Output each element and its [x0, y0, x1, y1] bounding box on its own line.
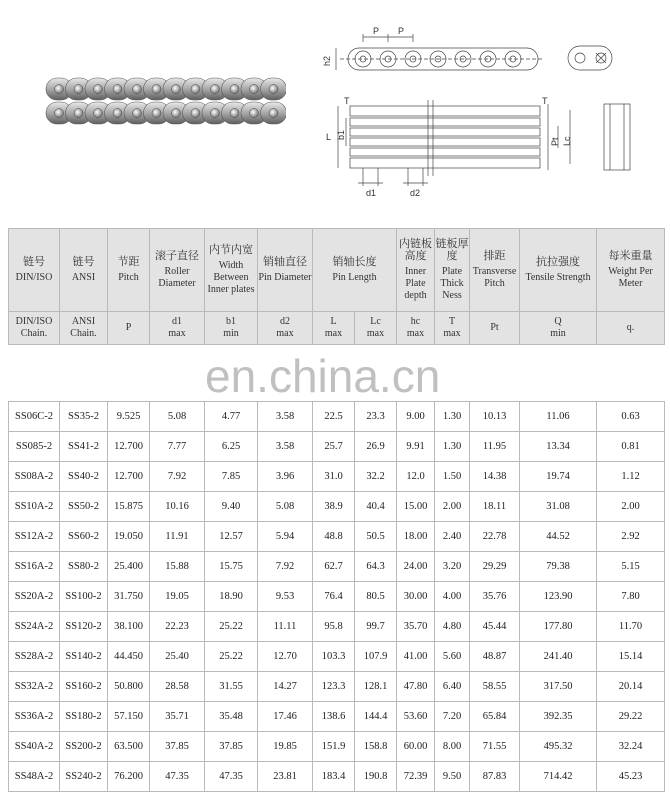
table-cell: 58.55: [470, 672, 520, 702]
table-cell: 12.57: [205, 522, 258, 552]
header-unit-cell: [150, 312, 205, 345]
table-row: [9, 732, 665, 762]
table-cell: SS160-2: [60, 672, 108, 702]
table-cell: SS100-2: [60, 582, 108, 612]
top-view: [338, 100, 630, 186]
table-cell: 63.500: [108, 732, 150, 762]
header-unit: T: [448, 316, 456, 327]
table-cell: 23.3: [355, 402, 397, 432]
table-cell: 64.3: [355, 552, 397, 582]
table-cell: 2.92: [597, 522, 665, 552]
table-cell: SS10A-2: [9, 492, 60, 522]
table-cell: 47.80: [397, 672, 435, 702]
table-cell: 19.050: [108, 522, 150, 552]
label-h2: h2: [322, 55, 332, 66]
table-cell: 14.38: [470, 462, 520, 492]
table-cell: 10.13: [470, 402, 520, 432]
table-cell: 15.14: [597, 642, 665, 672]
table-cell: 11.11: [258, 612, 313, 642]
header-unit: d2: [280, 316, 290, 327]
table-cell: SS08A-2: [9, 462, 60, 492]
table-cell: 5.08: [258, 492, 313, 522]
header-unit: max: [276, 328, 294, 339]
table-row: [9, 522, 665, 552]
table-cell: 17.46: [258, 702, 313, 732]
table-cell: 18.11: [470, 492, 520, 522]
header-unit: b1: [226, 316, 236, 327]
table-cell: 19.74: [520, 462, 597, 492]
header-cell: [205, 229, 258, 312]
header-zh: 内节内宽: [209, 243, 253, 256]
label-t-right: T: [542, 96, 548, 106]
table-cell: 123.90: [520, 582, 597, 612]
table-cell: SS24A-2: [9, 612, 60, 642]
header-unit-cell: [9, 312, 60, 345]
chain-pin: [152, 109, 161, 118]
header-unit: Lc: [370, 316, 381, 327]
header-zh: 内链板高度: [399, 237, 433, 262]
table-cell: 28.58: [150, 672, 205, 702]
table-cell: 10.16: [150, 492, 205, 522]
table-cell: 41.00: [397, 642, 435, 672]
header-zh: 链板厚度: [435, 237, 469, 262]
chain-pin: [172, 85, 181, 94]
table-cell: 0.81: [597, 432, 665, 462]
table-cell: 62.7: [313, 552, 355, 582]
table-cell: 3.58: [258, 432, 313, 462]
header-en: Pin Length: [332, 272, 377, 283]
header-unit: Q: [554, 316, 562, 327]
chain-pin: [230, 85, 239, 94]
chain-pin: [94, 109, 103, 118]
table-cell: SS140-2: [60, 642, 108, 672]
table-cell: SS60-2: [60, 522, 108, 552]
chain-pin: [211, 85, 220, 94]
table-cell: SS12A-2: [9, 522, 60, 552]
table-row: [9, 642, 665, 672]
table-cell: 76.4: [313, 582, 355, 612]
table-cell: 99.7: [355, 612, 397, 642]
header-unit: max: [366, 328, 385, 339]
header-cell: [258, 229, 313, 312]
table-cell: 4.80: [435, 612, 470, 642]
chain-photo: [38, 68, 286, 148]
table-cell: 48.87: [470, 642, 520, 672]
header-en: Tensile Strength: [525, 272, 591, 283]
table-cell: SS200-2: [60, 732, 108, 762]
table-cell: 4.77: [205, 402, 258, 432]
table-cell: 2.00: [435, 492, 470, 522]
chain-pin: [250, 85, 259, 94]
table-cell: 87.83: [470, 762, 520, 792]
table-cell: 183.4: [313, 762, 355, 792]
table-cell: 14.27: [258, 672, 313, 702]
table-cell: 15.88: [150, 552, 205, 582]
label-d2: d2: [410, 188, 421, 198]
table-cell: 7.77: [150, 432, 205, 462]
table-cell: 714.42: [520, 762, 597, 792]
table-cell: SS085-2: [9, 432, 60, 462]
table-cell: SS50-2: [60, 492, 108, 522]
chain-pin: [74, 85, 83, 94]
header-cell: [397, 229, 435, 312]
header-zh: 销轴长度: [332, 255, 377, 268]
table-cell: 22.5: [313, 402, 355, 432]
table-cell: 37.85: [150, 732, 205, 762]
chain-pin: [152, 85, 161, 94]
header-zh: 滚子直径: [155, 249, 199, 262]
header-unit-cell: [597, 312, 665, 345]
header-unit: d1: [172, 316, 182, 327]
table-cell: 37.85: [205, 732, 258, 762]
label-t-left: T: [344, 96, 350, 106]
table-cell: 190.8: [355, 762, 397, 792]
table-cell: 11.70: [597, 612, 665, 642]
header-en: Weight Per Meter: [608, 266, 653, 289]
table-cell: SS16A-2: [9, 552, 60, 582]
table-row: [9, 762, 665, 792]
table-row: [9, 672, 665, 702]
table-cell: 35.48: [205, 702, 258, 732]
table-cell: 31.750: [108, 582, 150, 612]
table-cell: 35.70: [397, 612, 435, 642]
table-cell: 13.34: [520, 432, 597, 462]
table-cell: 7.80: [597, 582, 665, 612]
table-cell: 144.4: [355, 702, 397, 732]
header-en: ANSI: [71, 272, 96, 283]
table-cell: 48.8: [313, 522, 355, 552]
table-cell: 19.05: [150, 582, 205, 612]
table-cell: 50.5: [355, 522, 397, 552]
chain-pin: [172, 109, 181, 118]
header-en: Roller Diameter: [158, 266, 196, 289]
header-unit: min: [223, 328, 239, 339]
chain-pin: [74, 109, 83, 118]
table-cell: 29.22: [597, 702, 665, 732]
table-cell: 495.32: [520, 732, 597, 762]
table-cell: 3.58: [258, 402, 313, 432]
table-cell: 31.08: [520, 492, 597, 522]
header-en: DIN/ISO: [15, 272, 53, 283]
header-cell: [435, 229, 470, 312]
header-unit-cell: [313, 312, 355, 345]
table-cell: 45.23: [597, 762, 665, 792]
table-cell: 32.24: [597, 732, 665, 762]
header-unit: P: [125, 322, 132, 333]
table-cell: 1.50: [435, 462, 470, 492]
label-lc: Lc: [562, 136, 572, 146]
table-row: [9, 402, 665, 432]
header-unit: ANSI: [71, 316, 96, 327]
table-cell: 30.00: [397, 582, 435, 612]
header-cell: [9, 229, 60, 312]
table-cell: 25.22: [205, 642, 258, 672]
table-cell: 11.91: [150, 522, 205, 552]
table-cell: 317.50: [520, 672, 597, 702]
table-cell: SS36A-2: [9, 702, 60, 732]
header-unit-cell: [108, 312, 150, 345]
table-row: [9, 702, 665, 732]
table-cell: 38.100: [108, 612, 150, 642]
table-cell: 24.00: [397, 552, 435, 582]
header-zh: 抗拉强度: [536, 255, 581, 268]
table-cell: 57.150: [108, 702, 150, 732]
product-figure-area: [0, 0, 670, 226]
table-cell: 2.40: [435, 522, 470, 552]
table-cell: SS35-2: [60, 402, 108, 432]
table-cell: 138.6: [313, 702, 355, 732]
table-cell: 1.30: [435, 402, 470, 432]
chain-pin: [250, 109, 259, 118]
table-cell: 25.40: [150, 642, 205, 672]
header-cell: [60, 229, 108, 312]
table-cell: 40.4: [355, 492, 397, 522]
table-cell: 12.0: [397, 462, 435, 492]
header-unit: max: [406, 328, 425, 339]
table-cell: 44.52: [520, 522, 597, 552]
label-d1: d1: [366, 188, 377, 198]
table-cell: SS06C-2: [9, 402, 60, 432]
header-cell: [108, 229, 150, 312]
chain-pin: [269, 109, 278, 118]
table-row: [9, 492, 665, 522]
table-cell: 79.38: [520, 552, 597, 582]
header-en: Transverse Pitch: [472, 266, 517, 289]
table-cell: 22.78: [470, 522, 520, 552]
label-pt: Pt: [550, 137, 560, 146]
table-cell: 18.90: [205, 582, 258, 612]
table-cell: SS40-2: [60, 462, 108, 492]
header-en: Pitch: [118, 272, 139, 283]
header-unit: Chain.: [70, 328, 97, 339]
header-unit: min: [550, 328, 566, 339]
end-view: [568, 46, 612, 70]
table-cell: 76.200: [108, 762, 150, 792]
table-cell: SS240-2: [60, 762, 108, 792]
chain-pin: [269, 85, 278, 94]
table-cell: 7.20: [435, 702, 470, 732]
specification-table: [8, 228, 665, 792]
table-cell: SS28A-2: [9, 642, 60, 672]
header-zh: 每米重量: [608, 249, 653, 262]
table-cell: 5.60: [435, 642, 470, 672]
label-p1: P: [373, 26, 380, 36]
chain-pin: [230, 109, 239, 118]
header-cell: [520, 229, 597, 312]
table-cell: 107.9: [355, 642, 397, 672]
table-cell: 60.00: [397, 732, 435, 762]
label-l: L: [326, 132, 332, 142]
table-cell: 11.95: [470, 432, 520, 462]
table-row: [9, 612, 665, 642]
table-cell: 12.700: [108, 462, 150, 492]
header-zh: 节距: [117, 255, 140, 268]
table-cell: 35.71: [150, 702, 205, 732]
table-cell: 9.91: [397, 432, 435, 462]
table-cell: 5.08: [150, 402, 205, 432]
header-unit: L: [330, 316, 337, 327]
table-cell: 128.1: [355, 672, 397, 702]
table-cell: 1.30: [435, 432, 470, 462]
header-cell: [597, 229, 665, 312]
chain-pin: [113, 109, 122, 118]
table-cell: 392.35: [520, 702, 597, 732]
table-cell: 11.06: [520, 402, 597, 432]
table-row: [9, 582, 665, 612]
table-cell: 22.23: [150, 612, 205, 642]
table-row: [9, 552, 665, 582]
table-cell: 2.00: [597, 492, 665, 522]
table-cell: 38.9: [313, 492, 355, 522]
table-cell: 29.29: [470, 552, 520, 582]
table-cell: 9.40: [205, 492, 258, 522]
table-cell: 95.8: [313, 612, 355, 642]
chain-pin: [113, 85, 122, 94]
table-cell: 4.00: [435, 582, 470, 612]
table-cell: 3.20: [435, 552, 470, 582]
table-cell: 20.14: [597, 672, 665, 702]
chain-pin: [55, 85, 64, 94]
table-cell: 25.7: [313, 432, 355, 462]
table-cell: SS180-2: [60, 702, 108, 732]
table-cell: 32.2: [355, 462, 397, 492]
technical-drawing: [318, 18, 658, 198]
header-en: Pin Diameter: [258, 272, 312, 283]
chain-pin: [94, 85, 103, 94]
header-unit: Chain.: [20, 328, 48, 339]
table-cell: 15.875: [108, 492, 150, 522]
header-cell: [470, 229, 520, 312]
table-cell: 9.525: [108, 402, 150, 432]
header-unit-cell: [60, 312, 108, 345]
table-cell: 47.35: [205, 762, 258, 792]
table-cell: 23.81: [258, 762, 313, 792]
header-unit: DIN/ISO: [15, 316, 53, 327]
chain-pin: [55, 109, 64, 118]
table-cell: 0.63: [597, 402, 665, 432]
header-zh: 销轴直径: [263, 255, 307, 268]
header-en: Width Between Inner plates: [207, 260, 255, 295]
header-unit-cell: [397, 312, 435, 345]
header-unit: max: [443, 328, 461, 339]
table-cell: 15.00: [397, 492, 435, 522]
table-cell: 47.35: [150, 762, 205, 792]
header-unit-cell: [435, 312, 470, 345]
table-cell: 25.400: [108, 552, 150, 582]
table-cell: SS32A-2: [9, 672, 60, 702]
table-cell: 44.450: [108, 642, 150, 672]
table-cell: 7.85: [205, 462, 258, 492]
table-cell: 158.8: [355, 732, 397, 762]
table-cell: 15.75: [205, 552, 258, 582]
table-body: [9, 345, 665, 792]
table-cell: 3.96: [258, 462, 313, 492]
table-cell: 26.9: [355, 432, 397, 462]
table-cell: 9.53: [258, 582, 313, 612]
table-cell: SS80-2: [60, 552, 108, 582]
table-cell: 72.39: [397, 762, 435, 792]
table-cell: SS48A-2: [9, 762, 60, 792]
chain-pin: [211, 109, 220, 118]
table-row: [9, 432, 665, 462]
chain-pin: [133, 85, 142, 94]
table-row: [9, 462, 665, 492]
table-cell: 19.85: [258, 732, 313, 762]
table-cell: SS120-2: [60, 612, 108, 642]
header-unit-cell: [355, 312, 397, 345]
table-cell: 7.92: [258, 552, 313, 582]
header-unit-cell: [470, 312, 520, 345]
chain-pin: [133, 109, 142, 118]
table-cell: 177.80: [520, 612, 597, 642]
table-cell: 6.25: [205, 432, 258, 462]
label-p2: P: [398, 26, 405, 36]
table-cell: 103.3: [313, 642, 355, 672]
table-cell: 5.94: [258, 522, 313, 552]
header-cell: [150, 229, 205, 312]
header-zh: 排距: [483, 249, 506, 262]
watermark-text: en.china.cn: [205, 350, 441, 402]
header-zh: 链号: [72, 255, 95, 268]
label-b1: b1: [336, 129, 346, 140]
table-cell: 123.3: [313, 672, 355, 702]
table-cell: 12.700: [108, 432, 150, 462]
table-cell: 8.00: [435, 732, 470, 762]
header-en: Inner Plate depth: [404, 266, 427, 301]
table-cell: 9.50: [435, 762, 470, 792]
header-unit-cell: [520, 312, 597, 345]
table-cell: 31.55: [205, 672, 258, 702]
header-cell: [313, 229, 397, 312]
header-en: Plate Thick Ness: [440, 266, 464, 301]
header-unit: q.: [626, 322, 635, 333]
table-cell: 25.22: [205, 612, 258, 642]
table-cell: 5.15: [597, 552, 665, 582]
table-cell: 18.00: [397, 522, 435, 552]
table-cell: 151.9: [313, 732, 355, 762]
table-cell: 80.5: [355, 582, 397, 612]
table-cell: 65.84: [470, 702, 520, 732]
table-cell: 53.60: [397, 702, 435, 732]
table-cell: SS20A-2: [9, 582, 60, 612]
table-cell: 31.0: [313, 462, 355, 492]
header-unit: max: [324, 328, 343, 339]
chain-pin: [191, 109, 200, 118]
table-cell: 6.40: [435, 672, 470, 702]
table-cell: 12.70: [258, 642, 313, 672]
table-cell: 45.44: [470, 612, 520, 642]
chain-pin: [191, 85, 200, 94]
header-unit: max: [168, 328, 186, 339]
side-view: [336, 34, 543, 70]
table-cell: 241.40: [520, 642, 597, 672]
table-cell: 9.00: [397, 402, 435, 432]
header-unit: hc: [410, 316, 421, 327]
table-cell: SS41-2: [60, 432, 108, 462]
header-zh: 链号: [23, 255, 45, 268]
table-cell: 35.76: [470, 582, 520, 612]
header-unit-cell: [205, 312, 258, 345]
table-cell: 71.55: [470, 732, 520, 762]
header-unit: Pt: [490, 322, 499, 333]
table-cell: 7.92: [150, 462, 205, 492]
table-cell: SS40A-2: [9, 732, 60, 762]
table-header: [9, 229, 665, 345]
table-cell: 1.12: [597, 462, 665, 492]
header-unit-cell: [258, 312, 313, 345]
table-cell: 50.800: [108, 672, 150, 702]
